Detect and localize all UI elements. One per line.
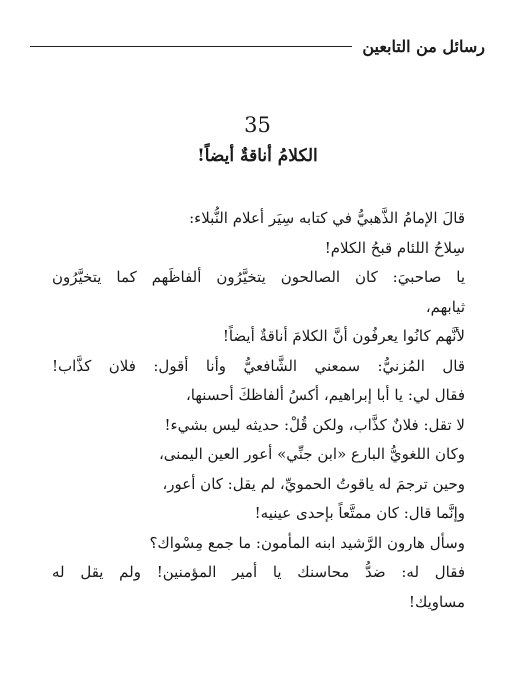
running-header — [30, 34, 485, 58]
header-rule — [30, 46, 352, 47]
chapter-title: الكلامُ أناقةٌ أيضاً! — [197, 146, 318, 166]
text-line: سِلاحُ اللئام قبحُ الكلام! — [324, 238, 465, 257]
text-line: وإنَّما قال: كان ممتَّعاً بإحدى عينيه! — [254, 504, 465, 522]
text-line: فقال له: ضدُّ محاسنك يا أمير المؤمنين! ولم يقل له — [52, 563, 465, 581]
text-line: وسأل هارون الرَّشيد ابنه المأمون: ما جمع مِسْواك؟ — [149, 533, 465, 552]
text-line: لا تقل: فلانٌ كذَّاب، ولكن قُلْ: حديثه ليس بشيء! — [164, 415, 465, 434]
text-line: وحين ترجمَ له ياقوتُ الحمويِّ، لم يقل: كان أعور، — [162, 474, 465, 493]
text-line: قال المُزنيُّ: سمعني الشَّافعيُّ وأنا أقول: فلان كذَّاب! — [52, 356, 465, 375]
body-text — [52, 204, 465, 617]
chapter-number: 35 — [244, 113, 271, 137]
text-line: وكان اللغويُّ البارع «ابن جنِّي» أعور العين اليمنى، — [158, 445, 465, 463]
text-line: مساويك! — [408, 592, 465, 611]
text-line: فقال لي: يا أبا إبراهيم، أكسُ ألفاظكَ أحسنها، — [185, 386, 465, 404]
text-line: ثيابهم، — [425, 297, 465, 316]
text-line: لأنَّهم كانُوا يعرفُون أنَّ الكلامَ أناقةٌ أيضاً! — [222, 327, 465, 345]
text-line: يا صاحبيَ: كان الصالحون يتخيَّرُون ألفاظَهم كما يتخيَّرُون — [52, 268, 465, 286]
running-header-title: رسائل من التابعين — [362, 36, 485, 56]
text-line: قالَ الإمامُ الذَّهبيُّ في كتابه سِيَر أعلام النُّبلاء: — [189, 209, 465, 227]
